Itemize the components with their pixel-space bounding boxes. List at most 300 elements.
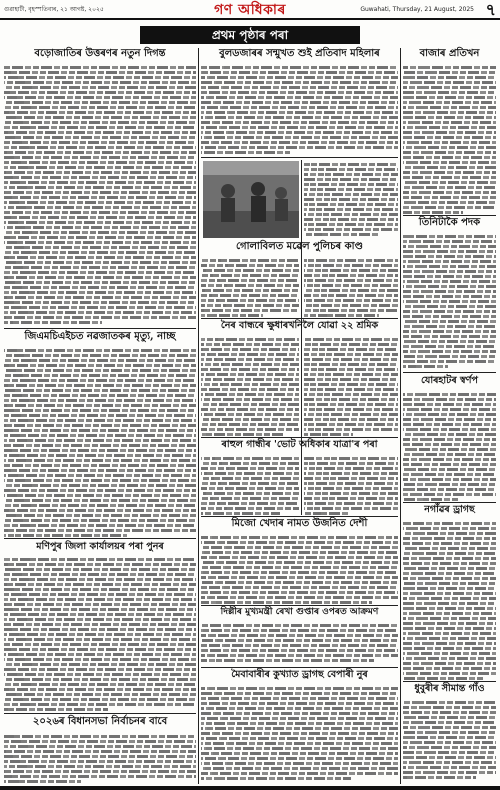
article-body	[201, 622, 398, 666]
text-line	[304, 428, 398, 431]
text-line	[403, 572, 496, 575]
text-line	[304, 208, 398, 211]
text-line	[201, 757, 398, 760]
text-line	[403, 602, 496, 605]
text-line	[403, 71, 496, 74]
text-line	[4, 404, 196, 407]
text-line	[201, 772, 398, 775]
text-line	[4, 439, 196, 442]
text-line	[201, 418, 299, 421]
text-line	[4, 563, 196, 566]
text-line	[201, 96, 398, 99]
divider	[201, 318, 398, 319]
text-line	[4, 86, 196, 89]
text-line	[201, 116, 398, 119]
text-line	[201, 76, 398, 79]
text-line	[403, 577, 496, 580]
text-line	[403, 537, 496, 540]
text-line	[4, 221, 196, 224]
text-line	[201, 304, 299, 307]
text-line	[403, 756, 496, 759]
text-line	[201, 86, 398, 89]
text-line	[4, 241, 196, 244]
text-line	[201, 111, 398, 114]
headline: ২০২৬ৰ বিধানসভা নিৰ্বাচনৰ বাবে	[32, 716, 168, 727]
text-line	[304, 408, 398, 411]
text-line	[403, 672, 496, 675]
text-line	[4, 96, 196, 99]
text-line	[403, 111, 496, 114]
text-line	[403, 448, 496, 451]
text-line	[201, 712, 398, 715]
text-line	[403, 131, 496, 134]
text-line	[201, 692, 398, 695]
header-date-assamese: গুৱাহাটী, বৃহস্পতিবাৰ, ২১ আগষ্ট, ২০২৫	[4, 5, 104, 13]
text-line	[4, 494, 196, 497]
text-line	[201, 649, 398, 652]
text-line	[304, 497, 398, 500]
text-line	[403, 398, 496, 401]
text-line	[201, 457, 299, 460]
text-line	[304, 284, 398, 287]
text-line	[403, 433, 496, 436]
text-line	[4, 116, 196, 119]
text-line	[4, 231, 196, 234]
text-line	[4, 598, 196, 601]
text-line	[201, 423, 299, 426]
text-line	[304, 383, 398, 386]
text-line	[201, 403, 299, 406]
text-line	[403, 418, 496, 421]
article-body	[403, 391, 496, 501]
text-line	[4, 359, 196, 362]
text-line	[4, 131, 196, 134]
text-line	[4, 166, 196, 169]
text-line	[201, 131, 398, 134]
text-line	[304, 373, 398, 376]
text-line	[403, 345, 496, 348]
text-line	[403, 320, 496, 323]
text-line	[4, 603, 196, 606]
text-line	[403, 711, 496, 714]
text-line	[4, 211, 196, 214]
text-line	[403, 305, 496, 308]
text-line	[4, 648, 196, 651]
text-line	[4, 291, 196, 294]
text-line	[403, 761, 496, 764]
text-line	[403, 186, 496, 189]
text-line	[201, 348, 299, 351]
text-line	[201, 71, 398, 74]
text-line	[403, 171, 496, 174]
text-line	[4, 251, 196, 254]
text-line	[403, 751, 496, 754]
text-line	[4, 578, 196, 581]
photo-image	[203, 161, 299, 238]
text-line	[403, 542, 496, 545]
text-line	[403, 66, 496, 69]
divider	[201, 667, 398, 668]
text-line	[201, 121, 398, 124]
text-line	[403, 116, 496, 119]
text-line	[4, 499, 196, 502]
text-line	[403, 121, 496, 124]
divider	[201, 605, 398, 606]
text-line	[4, 121, 196, 124]
text-line	[403, 196, 496, 199]
masthead-logo: গণ অধিকাৰ	[214, 2, 286, 18]
text-line	[201, 497, 299, 500]
article-body	[201, 685, 398, 783]
text-line	[201, 571, 398, 574]
divider	[201, 437, 398, 438]
text-line	[403, 498, 459, 501]
text-line	[403, 255, 496, 258]
text-line	[4, 409, 196, 412]
text-line	[403, 235, 496, 238]
article-body	[304, 257, 398, 317]
text-line	[304, 507, 398, 510]
text-line	[201, 644, 398, 647]
text-line	[304, 353, 398, 356]
text-line	[201, 601, 372, 604]
text-line	[4, 444, 196, 447]
text-line	[4, 201, 196, 204]
text-line	[4, 246, 196, 249]
text-line	[403, 260, 496, 263]
text-line	[403, 488, 496, 491]
text-line	[304, 363, 398, 366]
text-line	[4, 678, 196, 681]
text-line	[403, 478, 496, 481]
text-line	[4, 534, 127, 537]
text-line	[201, 697, 398, 700]
text-line	[4, 419, 196, 422]
text-line	[201, 264, 299, 267]
text-line	[4, 464, 196, 467]
text-line	[201, 717, 398, 720]
text-line	[201, 487, 299, 490]
text-line	[201, 702, 398, 705]
text-line	[201, 259, 299, 262]
text-line	[304, 178, 398, 181]
text-line	[4, 399, 196, 402]
text-line	[304, 309, 398, 312]
text-line	[403, 438, 496, 441]
text-line	[403, 562, 496, 565]
text-line	[304, 294, 398, 297]
text-line	[4, 311, 196, 314]
text-line	[304, 343, 398, 346]
text-line	[403, 265, 496, 268]
text-line	[403, 527, 496, 530]
text-line	[403, 721, 496, 724]
text-line	[403, 76, 496, 79]
text-line	[4, 364, 196, 367]
text-line	[403, 335, 496, 338]
text-line	[4, 281, 196, 284]
headline: যোৰহাটৰ স্বৰ্ণপ	[421, 375, 478, 386]
text-line	[403, 240, 496, 243]
text-line	[304, 413, 398, 416]
text-line	[201, 408, 299, 411]
text-line	[403, 166, 496, 169]
text-line	[201, 707, 398, 710]
text-line	[4, 266, 196, 269]
text-line	[4, 568, 196, 571]
text-line	[201, 752, 398, 755]
text-line	[4, 558, 196, 561]
text-line	[4, 296, 196, 299]
divider	[201, 516, 398, 517]
text-line	[403, 350, 496, 353]
text-line	[4, 271, 196, 274]
text-line	[201, 141, 398, 144]
text-line	[403, 393, 496, 396]
text-line	[403, 662, 496, 665]
article-body	[4, 556, 196, 712]
text-line	[201, 629, 398, 632]
text-line	[201, 762, 398, 765]
text-line	[201, 639, 398, 642]
article-body	[403, 64, 496, 214]
text-line	[304, 193, 398, 196]
text-line	[403, 365, 448, 368]
text-line	[4, 593, 196, 596]
text-line	[403, 310, 496, 313]
text-line	[4, 151, 196, 154]
text-line	[403, 587, 496, 590]
text-line	[201, 687, 398, 690]
text-line	[403, 632, 496, 635]
text-line	[403, 647, 496, 650]
text-line	[4, 191, 196, 194]
article-body	[304, 336, 398, 436]
text-line	[304, 304, 398, 307]
text-line	[403, 106, 496, 109]
text-line	[201, 624, 398, 627]
text-line	[304, 274, 398, 277]
text-line	[201, 279, 299, 282]
text-line	[4, 529, 196, 532]
text-line	[4, 374, 196, 377]
article-body	[304, 161, 398, 238]
text-line	[403, 201, 496, 204]
text-line	[403, 741, 496, 744]
divider	[4, 328, 196, 329]
text-line	[4, 101, 196, 104]
text-line	[4, 126, 196, 129]
text-line	[304, 264, 398, 267]
text-line	[4, 658, 196, 661]
headline: জিএমচিএইচত নৱজাতকৰ মৃত্যু, নাচ্ছ	[24, 331, 176, 342]
text-line	[403, 547, 496, 550]
text-line	[403, 330, 496, 333]
text-line	[4, 780, 81, 783]
headline: নগাঁৱৰ ড্ৰাগছ	[424, 504, 475, 515]
divider	[403, 215, 496, 216]
text-line	[201, 433, 284, 436]
text-line	[201, 472, 299, 475]
text-line	[403, 716, 496, 719]
text-line	[4, 181, 196, 184]
text-line	[201, 477, 299, 480]
text-line	[403, 141, 496, 144]
article-body	[201, 257, 299, 317]
text-line	[4, 301, 196, 304]
text-line	[201, 81, 398, 84]
text-line	[201, 654, 398, 657]
text-line	[201, 91, 398, 94]
text-line	[304, 213, 398, 216]
text-line	[403, 126, 496, 129]
text-line	[403, 81, 496, 84]
article-body	[304, 455, 398, 515]
text-line	[4, 186, 196, 189]
text-line	[304, 269, 398, 272]
text-line	[201, 136, 398, 139]
text-line	[304, 403, 398, 406]
text-line	[201, 767, 398, 770]
text-line	[4, 770, 196, 773]
headline: বুলডজাৰৰ সন্মুখত শুই প্ৰতিবাদ মহিলাৰ	[219, 48, 380, 59]
text-line	[201, 512, 280, 515]
text-line	[201, 659, 374, 662]
text-line	[4, 106, 196, 109]
text-line	[4, 256, 196, 259]
text-line	[403, 86, 496, 89]
text-line	[201, 742, 398, 745]
text-line	[201, 492, 299, 495]
text-line	[4, 628, 196, 631]
text-line	[201, 363, 299, 366]
text-line	[4, 484, 196, 487]
headline: মণিপুৰ জিলা কাৰ্যালয়ৰ পৰা পুনৰ	[36, 541, 164, 552]
text-line	[304, 378, 398, 381]
text-line	[201, 462, 299, 465]
text-line	[201, 358, 299, 361]
text-line	[304, 477, 398, 480]
header-date-english: Guwahati, Thursday, 21 August, 2025	[360, 5, 474, 13]
text-line	[4, 519, 196, 522]
text-line	[4, 306, 196, 309]
text-line	[4, 683, 196, 686]
text-line	[304, 492, 398, 495]
text-line	[4, 261, 196, 264]
text-line	[201, 737, 398, 740]
text-line	[403, 428, 496, 431]
text-line	[4, 236, 196, 239]
text-line	[201, 727, 398, 730]
text-line	[403, 91, 496, 94]
text-line	[403, 677, 484, 680]
text-line	[4, 91, 196, 94]
text-line	[201, 66, 398, 69]
text-line	[201, 576, 398, 579]
text-line	[304, 198, 398, 201]
text-line	[4, 479, 196, 482]
text-line	[403, 731, 496, 734]
text-line	[403, 766, 496, 769]
text-line	[4, 745, 196, 748]
text-line	[403, 567, 496, 570]
text-line	[4, 394, 196, 397]
text-line	[403, 706, 496, 709]
text-line	[201, 393, 299, 396]
text-line	[403, 771, 496, 774]
text-line	[304, 393, 398, 396]
text-line	[201, 388, 299, 391]
text-line	[201, 536, 398, 539]
text-line	[4, 369, 196, 372]
text-line	[403, 776, 476, 779]
article-body	[4, 733, 196, 783]
text-line	[304, 314, 379, 317]
page-bottom-rule	[0, 786, 500, 790]
text-line	[403, 652, 496, 655]
text-line	[201, 269, 299, 272]
text-line	[304, 487, 398, 490]
headline: দিল্লীৰ মুখ্যমন্ত্ৰী ৰেখা গুপ্তাৰ ওপৰত আক্ৰমণ	[220, 607, 379, 617]
headline: বড়োজাতিৰ উত্তৰণৰ নতুন দিগন্ত	[34, 48, 166, 59]
text-line	[403, 285, 496, 288]
text-line	[201, 343, 299, 346]
text-line	[403, 315, 496, 318]
text-line	[4, 136, 196, 139]
text-line	[4, 176, 196, 179]
text-line	[304, 502, 398, 505]
text-line	[4, 414, 196, 417]
text-line	[201, 546, 398, 549]
text-line	[201, 541, 398, 544]
text-line	[201, 596, 398, 599]
text-line	[4, 663, 196, 666]
text-line	[304, 228, 398, 231]
text-line	[403, 726, 496, 729]
text-line	[201, 747, 398, 750]
text-line	[403, 355, 496, 358]
text-line	[403, 211, 463, 214]
text-line	[4, 196, 196, 199]
text-line	[201, 561, 398, 564]
text-line	[201, 284, 299, 287]
text-line	[201, 722, 398, 725]
text-line	[4, 613, 196, 616]
text-line	[304, 418, 398, 421]
text-line	[4, 226, 196, 229]
text-line	[4, 161, 196, 164]
text-line	[304, 457, 398, 460]
text-line	[4, 354, 196, 357]
text-line	[403, 617, 496, 620]
text-line	[4, 750, 196, 753]
text-line	[4, 643, 196, 646]
text-line	[201, 556, 398, 559]
text-line	[4, 389, 196, 392]
text-line	[403, 101, 496, 104]
text-line	[403, 360, 496, 363]
article-body	[201, 455, 299, 515]
text-line	[201, 566, 398, 569]
text-line	[4, 514, 196, 517]
text-line	[403, 403, 496, 406]
text-line	[403, 176, 496, 179]
article-body	[4, 64, 196, 326]
text-line	[201, 299, 299, 302]
text-line	[403, 151, 496, 154]
article-body	[201, 64, 398, 156]
text-line	[403, 582, 496, 585]
